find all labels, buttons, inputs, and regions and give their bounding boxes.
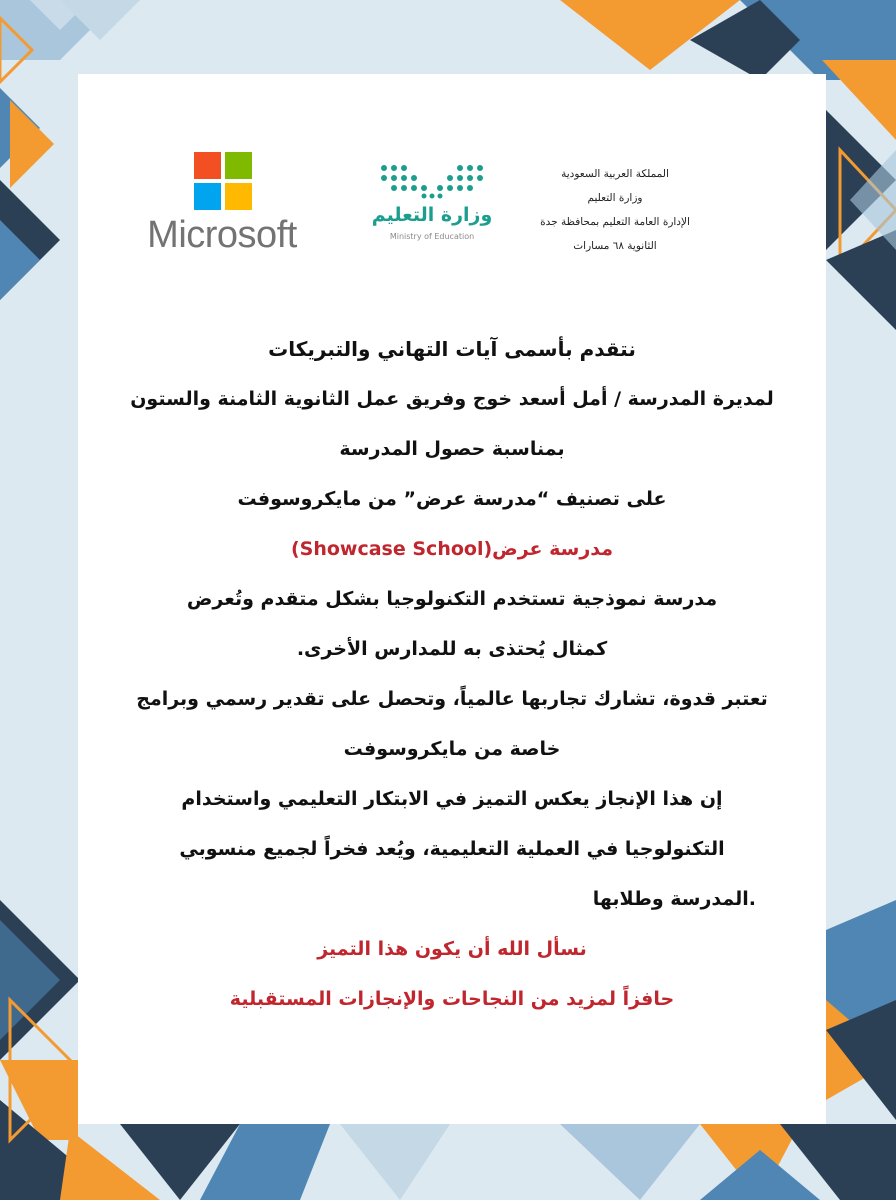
- moe-english-name: Ministry of Education: [389, 232, 475, 241]
- letter-line-11: .المدرسة وطلابها: [592, 888, 756, 910]
- gov-line-directorate: الإدارة العامة التعليم بمحافظة جدة: [540, 216, 690, 228]
- moe-arabic-name: وزارة التعليم: [371, 204, 493, 226]
- certificate-card: [78, 74, 826, 1124]
- showcase-school-line: مدرسة عرض(Showcase School): [290, 538, 614, 560]
- letter-line-5: مدرسة نموذجية تستخدم التكنولوجيا بشكل متقدم وتُعرض: [186, 588, 718, 610]
- ministry-of-education-logo: [366, 160, 498, 250]
- microsoft-logo-square-blue: [194, 183, 221, 210]
- letter-line-1: لمديرة المدرسة / أمل أسعد خوج وفريق عمل الثانوية الثامنة والستون: [130, 388, 774, 410]
- gov-line-kingdom: المملكة العربية السعودية: [561, 168, 669, 180]
- letter-line-8: خاصة من مايكروسوفت: [343, 738, 561, 760]
- letter-line-3: على تصنيف “مدرسة عرض” من مايكروسوفت: [237, 488, 667, 510]
- gov-line-school: الثانوية ٦٨ مسارات: [573, 240, 657, 252]
- microsoft-logo-square-red: [194, 152, 221, 179]
- letter-line-9: إن هذا الإنجاز يعكس التميز في الابتكار التعليمي واستخدام: [181, 788, 723, 810]
- header: [78, 74, 826, 314]
- microsoft-logo-grid: [194, 152, 252, 210]
- gov-line-ministry: وزارة التعليم: [587, 192, 643, 204]
- closing-line-1: نسأل الله أن يكون هذا التميز: [317, 938, 587, 960]
- letter-line-6: كمثال يُحتذى به للمدارس الأخرى.: [296, 638, 608, 660]
- microsoft-logo: [132, 152, 312, 262]
- closing-line-2: حافزاً لمزيد من النجاحات والإنجازات المستقبلية: [229, 988, 675, 1010]
- microsoft-logo-square-green: [225, 152, 252, 179]
- letter-body: [98, 324, 806, 1024]
- letter-line-2: بمناسبة حصول المدرسة: [339, 438, 565, 460]
- microsoft-logo-square-yellow: [225, 183, 252, 210]
- government-block: [520, 162, 710, 258]
- letter-line-7: تعتبر قدوة، تشارك تجاربها عالمياً، وتحصل على تقدير رسمي وبرامج: [136, 688, 768, 710]
- microsoft-wordmark: Microsoft: [147, 214, 297, 256]
- intro-line: نتقدم بأسمى آيات التهاني والتبريكات: [268, 337, 636, 361]
- moe-dots-icon: [376, 160, 488, 200]
- letter-line-10: التكنولوجيا في العملية التعليمية، ويُعد فخراً لجميع منسوبي: [179, 838, 725, 860]
